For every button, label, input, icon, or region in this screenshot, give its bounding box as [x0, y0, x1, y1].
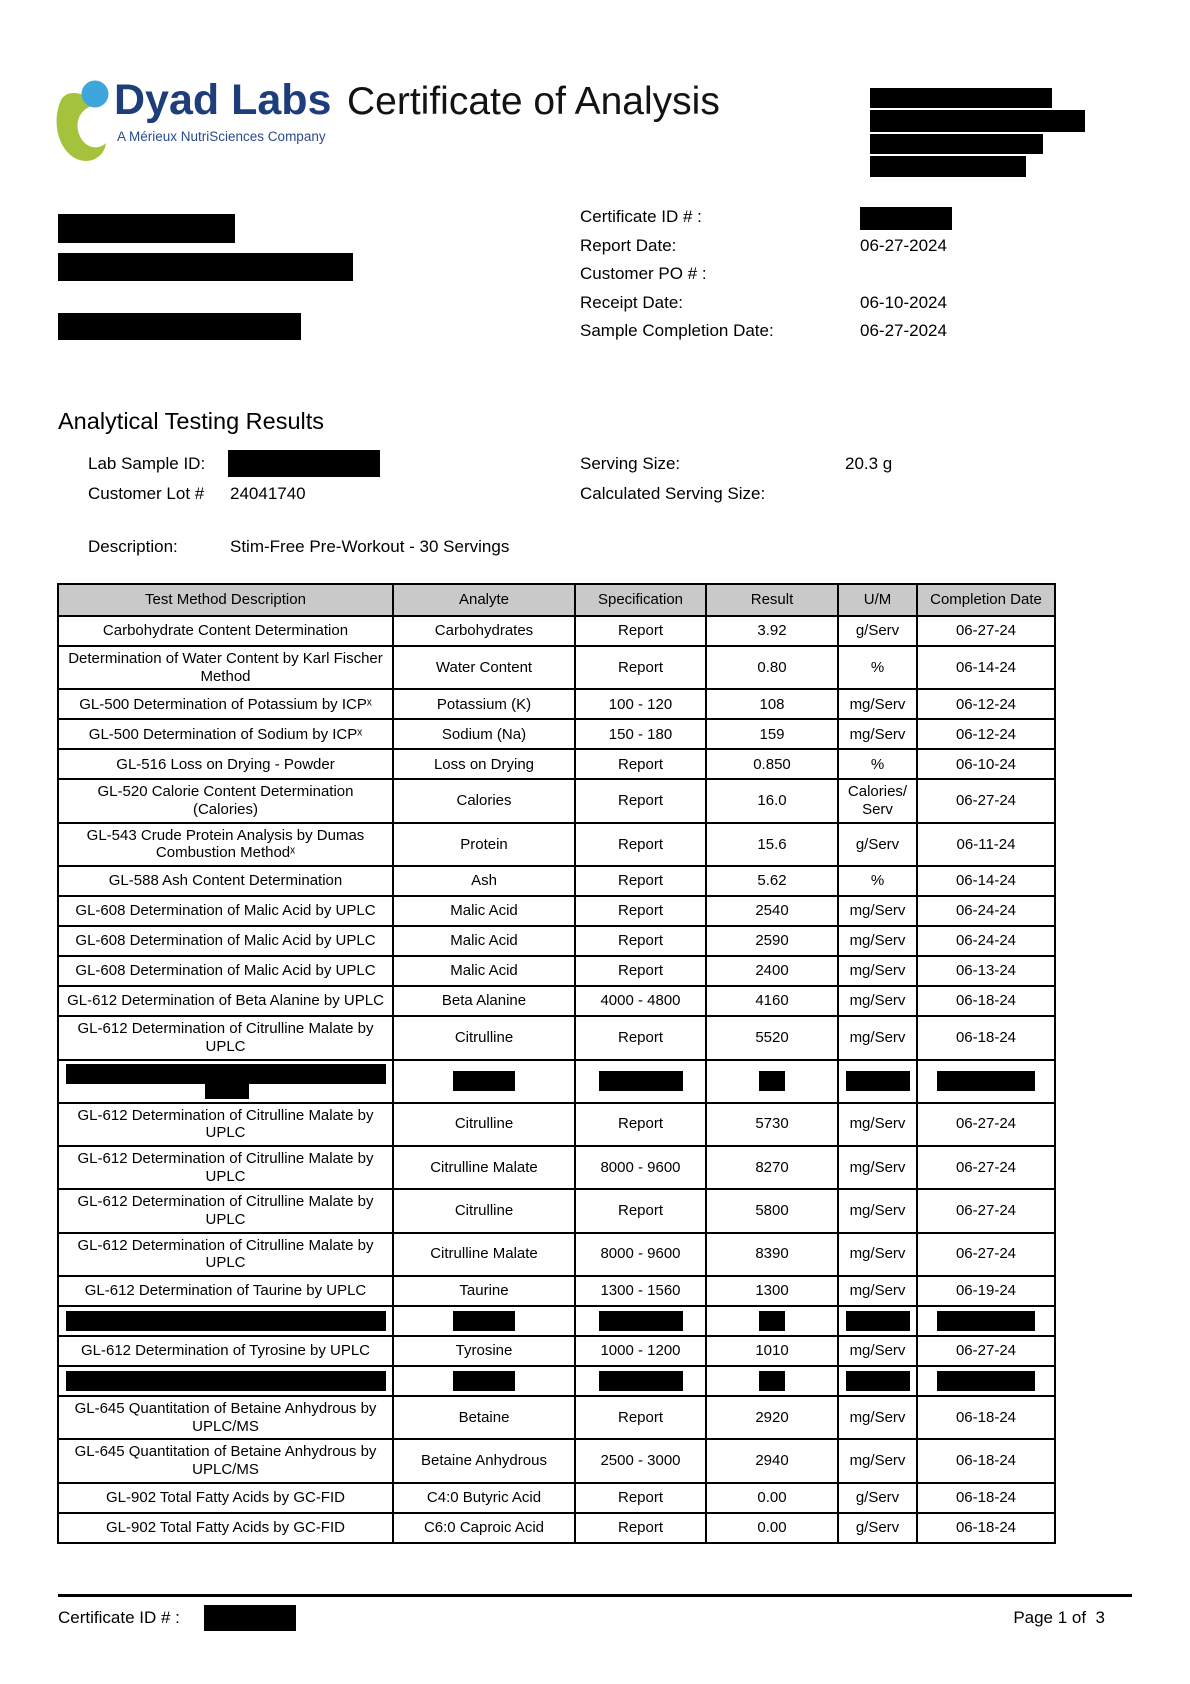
- table-cell: mg/Serv: [838, 986, 917, 1016]
- table-cell: GL-645 Quantitation of Betaine Anhydrous by UPLC/MS: [58, 1396, 393, 1439]
- table-cell: 06-18-24: [917, 1483, 1055, 1513]
- table-cell: 0.00: [706, 1513, 838, 1543]
- table-row-redacted: [58, 1060, 1055, 1103]
- table-cell: 06-27-24: [917, 1103, 1055, 1146]
- table-cell: [917, 1366, 1055, 1396]
- table-cell: Report: [575, 823, 706, 866]
- table-cell: 06-10-24: [917, 749, 1055, 779]
- results-heading: Analytical Testing Results: [58, 408, 325, 434]
- table-cell: 2540: [706, 896, 838, 926]
- redaction-box: [846, 1311, 910, 1331]
- table-cell: %: [838, 866, 917, 896]
- column-header: Test Method Description: [58, 584, 393, 616]
- table-cell: mg/Serv: [838, 896, 917, 926]
- table-cell: 8000 - 9600: [575, 1146, 706, 1189]
- table-cell: %: [838, 646, 917, 689]
- table-cell: Report: [575, 1513, 706, 1543]
- table-row: [58, 823, 1055, 866]
- lab-sample-id-label: Lab Sample ID:: [88, 454, 206, 473]
- table-cell: g/Serv: [838, 1483, 917, 1513]
- table-cell: g/Serv: [838, 1513, 917, 1543]
- report-date-value: 06-27-2024: [860, 235, 947, 255]
- table-cell: 2590: [706, 926, 838, 956]
- description-label: Description:: [88, 537, 178, 556]
- table-cell: 06-12-24: [917, 719, 1055, 749]
- table-row-redacted: [58, 1366, 1055, 1396]
- redaction-box: [937, 1371, 1035, 1391]
- table-cell: [706, 1060, 838, 1103]
- table-cell: [706, 1306, 838, 1336]
- table-row: [58, 646, 1055, 689]
- table-row: [58, 1233, 1055, 1276]
- table-cell: Citrulline: [393, 1103, 575, 1146]
- redaction-box: [870, 156, 1026, 177]
- table-cell: Citrulline: [393, 1189, 575, 1232]
- redaction-box: [870, 110, 1085, 132]
- table-cell: Report: [575, 616, 706, 646]
- column-header: Specification: [575, 584, 706, 616]
- footer-certificate-id-label: Certificate ID # :: [58, 1608, 180, 1627]
- info-row-report-date: [580, 232, 952, 261]
- table-cell: Report: [575, 1016, 706, 1059]
- redaction-box: [870, 134, 1043, 154]
- footer-divider: [58, 1594, 1132, 1597]
- table-cell: 4000 - 4800: [575, 986, 706, 1016]
- table-row: [58, 1276, 1055, 1306]
- table-cell: mg/Serv: [838, 1016, 917, 1059]
- table-cell: mg/Serv: [838, 956, 917, 986]
- table-cell: GL-500 Determination of Sodium by ICPˣ: [58, 719, 393, 749]
- table-cell: [393, 1306, 575, 1336]
- table-cell: 150 - 180: [575, 719, 706, 749]
- table-cell: mg/Serv: [838, 689, 917, 719]
- table-row: [58, 896, 1055, 926]
- table-cell: [838, 1060, 917, 1103]
- table-cell: 1300 - 1560: [575, 1276, 706, 1306]
- table-cell: mg/Serv: [838, 926, 917, 956]
- table-cell: 5800: [706, 1189, 838, 1232]
- redaction-box: [846, 1071, 910, 1091]
- table-cell: mg/Serv: [838, 1439, 917, 1482]
- table-cell: 5520: [706, 1016, 838, 1059]
- certificate-id-label: Certificate ID # :: [580, 207, 702, 226]
- table-cell: 06-24-24: [917, 926, 1055, 956]
- table-cell: [575, 1366, 706, 1396]
- table-row: [58, 1103, 1055, 1146]
- table-cell: Taurine: [393, 1276, 575, 1306]
- certificate-id-value: [860, 203, 952, 232]
- table-cell: GL-608 Determination of Malic Acid by UPLC: [58, 956, 393, 986]
- table-cell: 0.850: [706, 749, 838, 779]
- table-row: [58, 1396, 1055, 1439]
- table-cell: Report: [575, 956, 706, 986]
- dyad-labs-leaf-logo-icon: [54, 80, 116, 164]
- table-cell: 2500 - 3000: [575, 1439, 706, 1482]
- table-cell: 06-13-24: [917, 956, 1055, 986]
- logo-tagline: A Mérieux NutriSciences Company: [117, 129, 326, 144]
- table-cell: Report: [575, 896, 706, 926]
- table-cell: 16.0: [706, 779, 838, 822]
- table-cell: GL-645 Quantitation of Betaine Anhydrous by UPLC/MS: [58, 1439, 393, 1482]
- table-cell: Carbohydrate Content Determination: [58, 616, 393, 646]
- redaction-box: [599, 1071, 683, 1091]
- table-cell: GL-612 Determination of Beta Alanine by UPLC: [58, 986, 393, 1016]
- table-cell: 2940: [706, 1439, 838, 1482]
- serving-size-value: 20.3 g: [845, 454, 893, 473]
- table-cell: Report: [575, 646, 706, 689]
- redaction-box-address-line-1: [58, 214, 235, 243]
- table-cell: mg/Serv: [838, 719, 917, 749]
- table-cell: [393, 1060, 575, 1103]
- table-cell: GL-612 Determination of Citrulline Malate by UPLC: [58, 1146, 393, 1189]
- table-cell: 06-27-24: [917, 1233, 1055, 1276]
- info-row-customer-po: [580, 260, 952, 289]
- footer-page-number: Page 1 of 3: [1013, 1608, 1105, 1627]
- table-cell: GL-612 Determination of Tyrosine by UPLC: [58, 1336, 393, 1366]
- table-cell: 15.6: [706, 823, 838, 866]
- calculated-serving-size-label: Calculated Serving Size:: [580, 484, 766, 503]
- table-cell: mg/Serv: [838, 1336, 917, 1366]
- redaction-box-lab-sample-id: [228, 450, 380, 477]
- redaction-box: [66, 1371, 386, 1391]
- table-cell: Citrulline: [393, 1016, 575, 1059]
- table-cell: 06-19-24: [917, 1276, 1055, 1306]
- table-cell: 1000 - 1200: [575, 1336, 706, 1366]
- table-cell: Calories/Serv: [838, 779, 917, 822]
- page-title: Certificate of Analysis: [347, 80, 720, 123]
- table-cell: GL-902 Total Fatty Acids by GC-FID: [58, 1483, 393, 1513]
- redaction-box: [870, 88, 1052, 108]
- table-row: [58, 956, 1055, 986]
- table-cell: Potassium (K): [393, 689, 575, 719]
- table-cell: %: [838, 749, 917, 779]
- customer-lot-label: Customer Lot #: [88, 484, 205, 503]
- table-cell: Report: [575, 749, 706, 779]
- table-cell: Report: [575, 1483, 706, 1513]
- table-row: [58, 689, 1055, 719]
- table-cell: Malic Acid: [393, 896, 575, 926]
- customer-po-label: Customer PO # :: [580, 264, 707, 283]
- table-cell: 06-18-24: [917, 1513, 1055, 1543]
- table-cell: 2920: [706, 1396, 838, 1439]
- results-table: [57, 583, 1056, 1544]
- table-cell: [706, 1366, 838, 1396]
- redaction-box: [846, 1371, 910, 1391]
- table-cell: 0.80: [706, 646, 838, 689]
- table-cell: 1300: [706, 1276, 838, 1306]
- table-cell: Determination of Water Content by Karl Fischer Method: [58, 646, 393, 689]
- info-row-certificate-id: [580, 203, 952, 232]
- table-cell: 06-18-24: [917, 1439, 1055, 1482]
- table-cell: Citrulline Malate: [393, 1233, 575, 1276]
- redaction-box: [937, 1071, 1035, 1091]
- table-row: [58, 1439, 1055, 1482]
- table-cell: 8000 - 9600: [575, 1233, 706, 1276]
- table-cell: Tyrosine: [393, 1336, 575, 1366]
- table-cell: GL-612 Determination of Citrulline Malate by UPLC: [58, 1016, 393, 1059]
- table-cell: 06-27-24: [917, 779, 1055, 822]
- table-cell: [58, 1366, 393, 1396]
- table-cell: 06-24-24: [917, 896, 1055, 926]
- redaction-box: [599, 1311, 683, 1331]
- table-cell: 06-12-24: [917, 689, 1055, 719]
- table-cell: C6:0 Caproic Acid: [393, 1513, 575, 1543]
- table-cell: Carbohydrates: [393, 616, 575, 646]
- table-cell: 06-27-24: [917, 616, 1055, 646]
- table-cell: Protein: [393, 823, 575, 866]
- table-cell: 06-18-24: [917, 1016, 1055, 1059]
- serving-size-label: Serving Size:: [580, 454, 681, 473]
- table-cell: mg/Serv: [838, 1233, 917, 1276]
- table-cell: mg/Serv: [838, 1146, 917, 1189]
- table-cell: Report: [575, 866, 706, 896]
- table-cell: [575, 1060, 706, 1103]
- table-cell: [917, 1060, 1055, 1103]
- table-cell: [393, 1366, 575, 1396]
- table-cell: GL-588 Ash Content Determination: [58, 866, 393, 896]
- table-cell: 108: [706, 689, 838, 719]
- table-cell: 3.92: [706, 616, 838, 646]
- table-row: [58, 1146, 1055, 1189]
- results-table-header: [58, 584, 1055, 616]
- redaction-box: [66, 1311, 386, 1331]
- table-row: [58, 1189, 1055, 1232]
- sample-completion-date-label: Sample Completion Date:: [580, 321, 774, 340]
- table-cell: GL-520 Calorie Content Determination (Calories): [58, 779, 393, 822]
- column-header: Result: [706, 584, 838, 616]
- table-cell: [917, 1306, 1055, 1336]
- results-table-body: [58, 616, 1055, 1543]
- table-cell: Beta Alanine: [393, 986, 575, 1016]
- table-cell: [58, 1060, 393, 1103]
- table-cell: Betaine Anhydrous: [393, 1439, 575, 1482]
- receipt-date-label: Receipt Date:: [580, 292, 683, 312]
- table-cell: Report: [575, 1189, 706, 1232]
- table-cell: mg/Serv: [838, 1189, 917, 1232]
- table-row: [58, 926, 1055, 956]
- table-cell: 06-18-24: [917, 986, 1055, 1016]
- redaction-box: [759, 1371, 785, 1391]
- table-row: [58, 749, 1055, 779]
- table-cell: g/Serv: [838, 616, 917, 646]
- report-date-label: Report Date:: [580, 235, 677, 255]
- table-cell: 4160: [706, 986, 838, 1016]
- table-cell: 06-27-24: [917, 1189, 1055, 1232]
- certificate-info: [580, 203, 952, 346]
- table-cell: Ash: [393, 866, 575, 896]
- table-cell: Loss on Drying: [393, 749, 575, 779]
- table-cell: GL-612 Determination of Citrulline Malate by UPLC: [58, 1189, 393, 1232]
- table-row: [58, 1513, 1055, 1543]
- table-cell: GL-608 Determination of Malic Acid by UPLC: [58, 926, 393, 956]
- table-cell: 100 - 120: [575, 689, 706, 719]
- redaction-box: [205, 1084, 249, 1099]
- table-cell: 06-18-24: [917, 1396, 1055, 1439]
- table-row: [58, 779, 1055, 822]
- table-cell: Report: [575, 1103, 706, 1146]
- redaction-box-footer-certificate-id: [204, 1605, 296, 1631]
- table-cell: 06-14-24: [917, 866, 1055, 896]
- column-header: Analyte: [393, 584, 575, 616]
- redaction-box: [66, 1064, 386, 1084]
- customer-po-value: [860, 260, 952, 289]
- table-row: [58, 1336, 1055, 1366]
- description-value: Stim-Free Pre-Workout - 30 Servings: [230, 537, 510, 556]
- table-cell: Report: [575, 779, 706, 822]
- table-cell: mg/Serv: [838, 1103, 917, 1146]
- table-cell: GL-612 Determination of Citrulline Malate by UPLC: [58, 1103, 393, 1146]
- table-cell: Malic Acid: [393, 956, 575, 986]
- table-cell: GL-500 Determination of Potassium by ICPˣ: [58, 689, 393, 719]
- table-cell: GL-612 Determination of Citrulline Malate by UPLC: [58, 1233, 393, 1276]
- table-cell: C4:0 Butyric Acid: [393, 1483, 575, 1513]
- table-cell: GL-608 Determination of Malic Acid by UPLC: [58, 896, 393, 926]
- info-row-sample-completion-date: [580, 317, 952, 346]
- redaction-box-address-line-3: [58, 313, 301, 340]
- table-cell: Betaine: [393, 1396, 575, 1439]
- table-cell: [575, 1306, 706, 1336]
- table-cell: g/Serv: [838, 823, 917, 866]
- table-row: [58, 866, 1055, 896]
- table-cell: [58, 1306, 393, 1336]
- customer-lot-value: 24041740: [230, 484, 306, 503]
- table-cell: Report: [575, 1396, 706, 1439]
- table-cell: GL-612 Determination of Taurine by UPLC: [58, 1276, 393, 1306]
- table-cell: 5.62: [706, 866, 838, 896]
- redaction-box-certificate-id: [860, 207, 952, 230]
- table-cell: 06-11-24: [917, 823, 1055, 866]
- redaction-box: [759, 1311, 785, 1331]
- column-header: Completion Date: [917, 584, 1055, 616]
- table-cell: GL-902 Total Fatty Acids by GC-FID: [58, 1513, 393, 1543]
- table-row: [58, 986, 1055, 1016]
- table-row: [58, 1483, 1055, 1513]
- table-cell: [838, 1306, 917, 1336]
- table-cell: 1010: [706, 1336, 838, 1366]
- redaction-box: [453, 1071, 515, 1091]
- table-cell: GL-516 Loss on Drying - Powder: [58, 749, 393, 779]
- table-cell: Malic Acid: [393, 926, 575, 956]
- sample-completion-date-value: 06-27-2024: [860, 321, 947, 340]
- table-cell: 5730: [706, 1103, 838, 1146]
- table-cell: mg/Serv: [838, 1276, 917, 1306]
- table-cell: 159: [706, 719, 838, 749]
- table-cell: 06-27-24: [917, 1336, 1055, 1366]
- redaction-block-top-right: [870, 88, 1085, 179]
- info-row-receipt-date: [580, 289, 952, 318]
- table-cell: 8270: [706, 1146, 838, 1189]
- table-cell: 2400: [706, 956, 838, 986]
- column-header: U/M: [838, 584, 917, 616]
- table-cell: Water Content: [393, 646, 575, 689]
- table-cell: GL-543 Crude Protein Analysis by Dumas Combustion Methodˣ: [58, 823, 393, 866]
- receipt-date-value: 06-10-2024: [860, 292, 947, 312]
- redaction-box: [453, 1371, 515, 1391]
- table-cell: Citrulline Malate: [393, 1146, 575, 1189]
- redaction-box: [937, 1311, 1035, 1331]
- redaction-box: [453, 1311, 515, 1331]
- table-row: [58, 616, 1055, 646]
- table-cell: Sodium (Na): [393, 719, 575, 749]
- table-cell: 06-27-24: [917, 1146, 1055, 1189]
- redaction-box: [759, 1071, 785, 1091]
- logo-name: Dyad Labs: [114, 76, 332, 124]
- table-cell: [838, 1366, 917, 1396]
- table-cell: 06-14-24: [917, 646, 1055, 689]
- table-cell: Calories: [393, 779, 575, 822]
- table-cell: Report: [575, 926, 706, 956]
- redaction-box: [599, 1371, 683, 1391]
- table-row: [58, 1016, 1055, 1059]
- table-cell: 8390: [706, 1233, 838, 1276]
- table-row: [58, 719, 1055, 749]
- table-cell: mg/Serv: [838, 1396, 917, 1439]
- redaction-box-address-line-2: [58, 253, 353, 281]
- table-cell: 0.00: [706, 1483, 838, 1513]
- table-row-redacted: [58, 1306, 1055, 1336]
